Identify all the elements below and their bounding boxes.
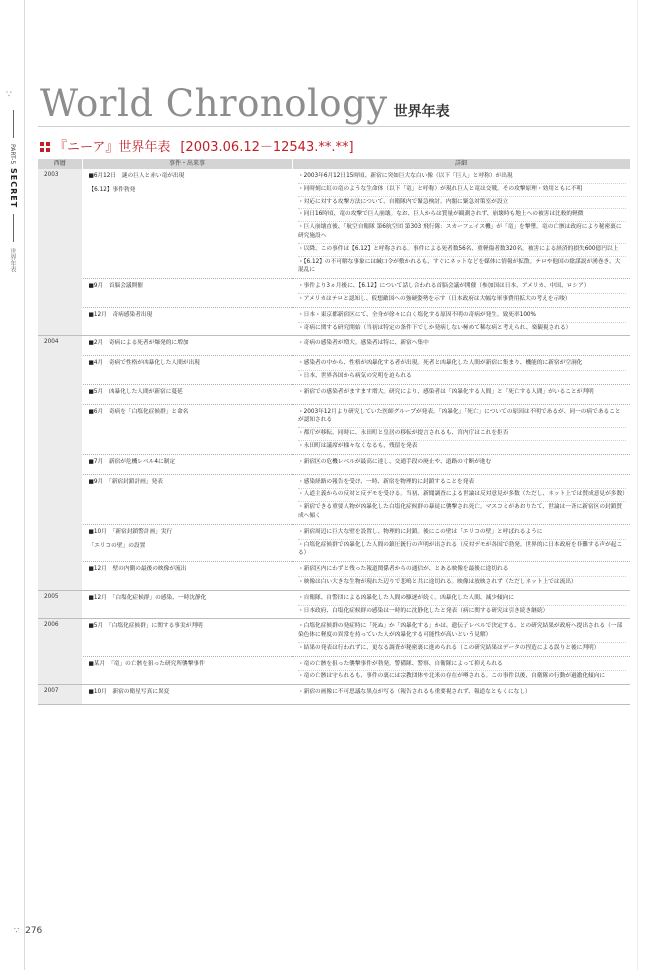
event-cell xyxy=(82,336,292,356)
event-cell xyxy=(82,656,292,685)
details-cell xyxy=(292,685,630,705)
details-cell xyxy=(292,619,630,656)
detail-item: ・結果の発表は行われずに、更なる調査が秘密裏に進められる（この研究結果はデータの捏造による誤りと後に判明） xyxy=(298,644,600,651)
detail-item: ・新宿区内にわずと残った報道関係者からの通信が、とある映像を最後に途切れる xyxy=(298,564,626,577)
table-row xyxy=(38,562,630,591)
section-sidebar xyxy=(6,90,22,272)
table-row xyxy=(38,307,630,336)
detail-item: ・新宿区の危機レベルが最高に達し、交通手段の廃止や、道路の寸断が進む xyxy=(298,458,492,465)
event-text: ■10月 新宿の衛星写真に異変 xyxy=(88,689,170,696)
heading-text: 『ニーア』世界年表 xyxy=(54,140,171,155)
detail-item: ・同日16時頃、竜の攻撃で巨人崩壊。なお、巨人からは質量が観測されず、崩壊時も地上への被害は比較的軽微 xyxy=(298,209,626,222)
section-heading xyxy=(40,136,354,155)
table-row xyxy=(38,656,630,685)
year-cell: 2004 xyxy=(38,336,82,590)
section-label: SECRET xyxy=(9,168,18,209)
column-header-event: 事件・出来事 xyxy=(82,159,292,169)
table-row xyxy=(38,384,630,404)
sidebar-rule-bottom xyxy=(13,214,14,242)
column-header-year: 西暦 xyxy=(38,159,82,169)
part-label: PART-5 xyxy=(9,144,16,165)
table-row xyxy=(38,454,630,474)
detail-item: ・白塩化症候群の発症時に「死ぬ」か「凶暴化する」かは、遺伝子レベルで決定する、との研究結果が政府へ提出される（一部染色体に軽度の異常を持っていた人が凶暴化する可能性が高いという見解） xyxy=(298,621,626,643)
details-cell xyxy=(292,384,630,404)
details-cell xyxy=(292,474,630,524)
table-row xyxy=(38,336,630,356)
details-cell xyxy=(292,524,630,561)
page-footer xyxy=(14,926,42,936)
event-text: ■2月 奇病による死者が爆発的に増加 xyxy=(88,340,189,347)
table-header-row xyxy=(38,159,630,169)
event-text: ■6月 奇病を「白塩化症候群」と命名 xyxy=(88,408,189,415)
details-cell xyxy=(292,356,630,385)
details-cell xyxy=(292,404,630,454)
event-text: 「エリコの壁」の設置 xyxy=(88,542,146,549)
title-en: World Chronology xyxy=(40,82,388,125)
detail-item: ・新宿での感染者がますます増大。研究により、感染者は「凶暴化する人間」と「死亡する人間」がいることが判明 xyxy=(298,388,594,395)
event-cell xyxy=(82,279,292,308)
event-text: ■12月 壁の内側の最後の映像が流出 xyxy=(88,566,187,573)
detail-item: ・新宿周辺に巨大な壁を設置し、物理的に封鎖。後にこの壁は「エリコの壁」と呼ばれるように xyxy=(298,527,626,540)
details-cell xyxy=(292,562,630,591)
table-row xyxy=(38,685,630,705)
detail-item: ・事件より3ヵ月後に、【6.12】について話し合われる首脳会議が開催（参加国は日本、アメリカ、中国、ロシア） xyxy=(298,281,626,294)
event-cell xyxy=(82,619,292,656)
event-text: ■12月 奇病感染者出現 xyxy=(88,311,153,318)
detail-item: ・日本、世界各国から病気の究明を迫られる xyxy=(298,372,412,379)
detail-item: ・2003年6月12日15時頃、新宿に突如巨大な白い像（以下「巨人」と呼称）が出現 xyxy=(298,171,626,184)
detail-item: ・日本政府、白塩化症候群の感染は一時的に沈静化したと発表（病に関する研究は引き続き継続） xyxy=(298,607,549,614)
event-text: 【6.12】事件勃発 xyxy=(88,186,136,193)
details-cell xyxy=(292,169,630,279)
event-cell xyxy=(82,562,292,591)
event-cell xyxy=(82,356,292,385)
year-cell: 2006 xyxy=(38,619,82,685)
event-text: ■某月 「竜」の亡骸を狙った研究所襲撃事件 xyxy=(88,660,205,667)
title-underline xyxy=(38,126,630,127)
event-cell xyxy=(82,685,292,705)
event-cell xyxy=(82,524,292,561)
event-cell xyxy=(82,307,292,336)
detail-item: ・竜の亡骸は守られるも、事件の裏には宗教団体や北米の存在が噂される。この事件以後、自衛隊の行動が過激化傾向に xyxy=(298,673,606,680)
event-cell xyxy=(82,384,292,404)
detail-item: ・日本・東京都新宿区にて、全身が徐々に白く塩化する原因不明の奇病が発生。致死率100% xyxy=(298,310,626,323)
detail-item: ・自衛隊、自警団による凶暴化した人間の駆逐が続く。凶暴化した人間、減少傾向に xyxy=(298,593,626,606)
table-row xyxy=(38,279,630,308)
event-text: ■5月 凶暴化した人間が新宿に蔓延 xyxy=(88,388,183,395)
subsection-label: 世界年表 xyxy=(9,248,16,273)
detail-item: ・以降、この事件は【6.12】と呼称される。事件による死者数56名、重軽傷者数320名。被害による経済的損失600億円以上 xyxy=(298,244,626,257)
detail-item: ・白塩化症候群で凶暴化した人間の鎮圧銃行の声明が出される（反対デモが各国で勃発。世界的に日本政府を非難する声が起こる） xyxy=(298,541,623,557)
page-title xyxy=(40,82,450,125)
event-text: ■5月 「白塩化症候群」に関する事実が判明 xyxy=(88,623,203,630)
details-cell xyxy=(292,307,630,336)
detail-item: ・巨人崩壊直後、「航空自衛隊 第6航空団 第303 飛行隊：スカーフェイス機」が「竜」を撃墜。竜の亡骸は政府により秘密裏に研究施設へ xyxy=(298,222,626,244)
table-row xyxy=(38,474,630,524)
table-row xyxy=(38,356,630,385)
detail-item: ・奇病の感染者が増大。感染者は特に、新宿へ集中 xyxy=(298,340,429,347)
details-cell xyxy=(292,279,630,308)
detail-item: ・映像は白い大きな生物が現れた辺りで悲鳴と共に途切れる。映像は放映されず（ただしネット上では流出） xyxy=(298,578,577,585)
event-cell xyxy=(82,474,292,524)
detail-item: ・竜の亡骸を狙った襲撃事件が勃発。警備隊、警察、自衛隊によって抑えられる xyxy=(298,659,626,672)
details-cell xyxy=(292,336,630,356)
detail-item: ・同時刻に紅の竜のような生命体（以下「竜」と呼称）が現れ巨人と竜は交戦。その攻撃原理・効用ともに不明 xyxy=(298,184,626,197)
detail-item: ・奇病に関する研究開始（当初は特定の条件下でしか発病しない極めて稀な病と考えられ、楽観視される） xyxy=(298,324,572,331)
table-row xyxy=(38,404,630,454)
table-body xyxy=(38,169,630,705)
event-cell xyxy=(82,590,292,619)
event-text: ■6月12日 謎の巨人と赤い竜が出現 xyxy=(88,173,185,179)
detail-item: ・新宿できる重要人物が凶暴化した白塩化症候群の暴徒に襲撃され死亡。マスコミがあおりたて、世論は一斉に新宿区の封鎖賛成へ傾く xyxy=(298,504,623,519)
event-text: ■7月 新宿が危機レベル4に制定 xyxy=(88,458,176,465)
chronology-table xyxy=(38,159,631,705)
table-row xyxy=(38,169,630,279)
year-cell: 2005 xyxy=(38,590,82,619)
date-range: [2003.06.12－12543.**.**] xyxy=(180,140,354,155)
margin-rule xyxy=(24,0,25,970)
sidebar-rule-top xyxy=(13,110,14,138)
detail-item: ・感染者の中から、性格が凶暴化する者が出現。死者と凶暴化した人間が新宿に集まり、機能的に新宿が空洞化 xyxy=(298,358,626,371)
details-cell xyxy=(292,656,630,685)
event-text: ■12月 「白塩化症候群」の感染、一時沈静化 xyxy=(88,594,207,601)
column-header-details: 詳細 xyxy=(292,159,630,169)
event-text: ■9月 「新宿封鎖計画」発表 xyxy=(88,478,163,485)
table-row xyxy=(38,524,630,561)
details-cell xyxy=(292,590,630,619)
page-number: 276 xyxy=(25,926,43,936)
event-cell xyxy=(82,454,292,474)
detail-item: ・人道主義からの反対と反デモを受ける。当初、新聞調査による世論は反対意見が多数（ただし、ネット上では賛成意見が多数） xyxy=(298,489,626,502)
dots-ornament: ∵ xyxy=(6,90,11,100)
event-text: ■4月 奇病で性格が凶暴化した人間が出現 xyxy=(88,360,200,367)
detail-item: ・対応に対する攻撃方法について、自衛隊内で緊急検討。内閣に緊急対策室が設立 xyxy=(298,197,626,210)
year-cell: 2007 xyxy=(38,685,82,705)
detail-item: ・感染経路の報告を受け、一時、新宿を物理的に封鎖することを発表 xyxy=(298,477,626,490)
detail-item: ・新宿の画像に不可思議な黒点が写る（報告されるも重要視されず、報道なともくになし） xyxy=(298,689,531,696)
folio-marker: ∵ xyxy=(14,926,20,935)
page-edge xyxy=(637,0,638,970)
title-ja: 世界年表 xyxy=(393,104,450,120)
detail-item: ・2003年12月より研究していた医師グループが発表。「凶暴化」「死亡」についての原因は不明であるが、同一の病であることが認知される xyxy=(298,407,626,429)
detail-item: ・都庁が移転。同時に、永田町と皇居の移転が提言されるも、宮内庁はこれを拒否 xyxy=(298,428,626,441)
table-row xyxy=(38,590,630,619)
grid-square-icon xyxy=(40,142,50,152)
event-text: ■10月 「新宿封鎖警計画」実行 xyxy=(88,528,173,535)
detail-item: ・永田町は議席が様々なくなるも、残留を発表 xyxy=(298,442,418,449)
year-cell: 2003 xyxy=(38,169,82,336)
details-cell xyxy=(292,454,630,474)
event-text: ■9月 首脳会議開催 xyxy=(88,283,143,290)
event-cell xyxy=(82,404,292,454)
table-row xyxy=(38,619,630,656)
detail-item: ・アメリカはテロと認知し、仮想敵国への強硬姿勢を示す（日本政府は大幅な軍事費用拡大の考えを示唆） xyxy=(298,295,571,302)
event-cell xyxy=(82,169,292,279)
detail-item: ・【6.12】の不可解な事象には緘口令が敷かれるも、すぐにネットなどを媒体に情報が拡散。テロや他国の陰謀説が湧巻き、大混乱に xyxy=(298,258,621,274)
